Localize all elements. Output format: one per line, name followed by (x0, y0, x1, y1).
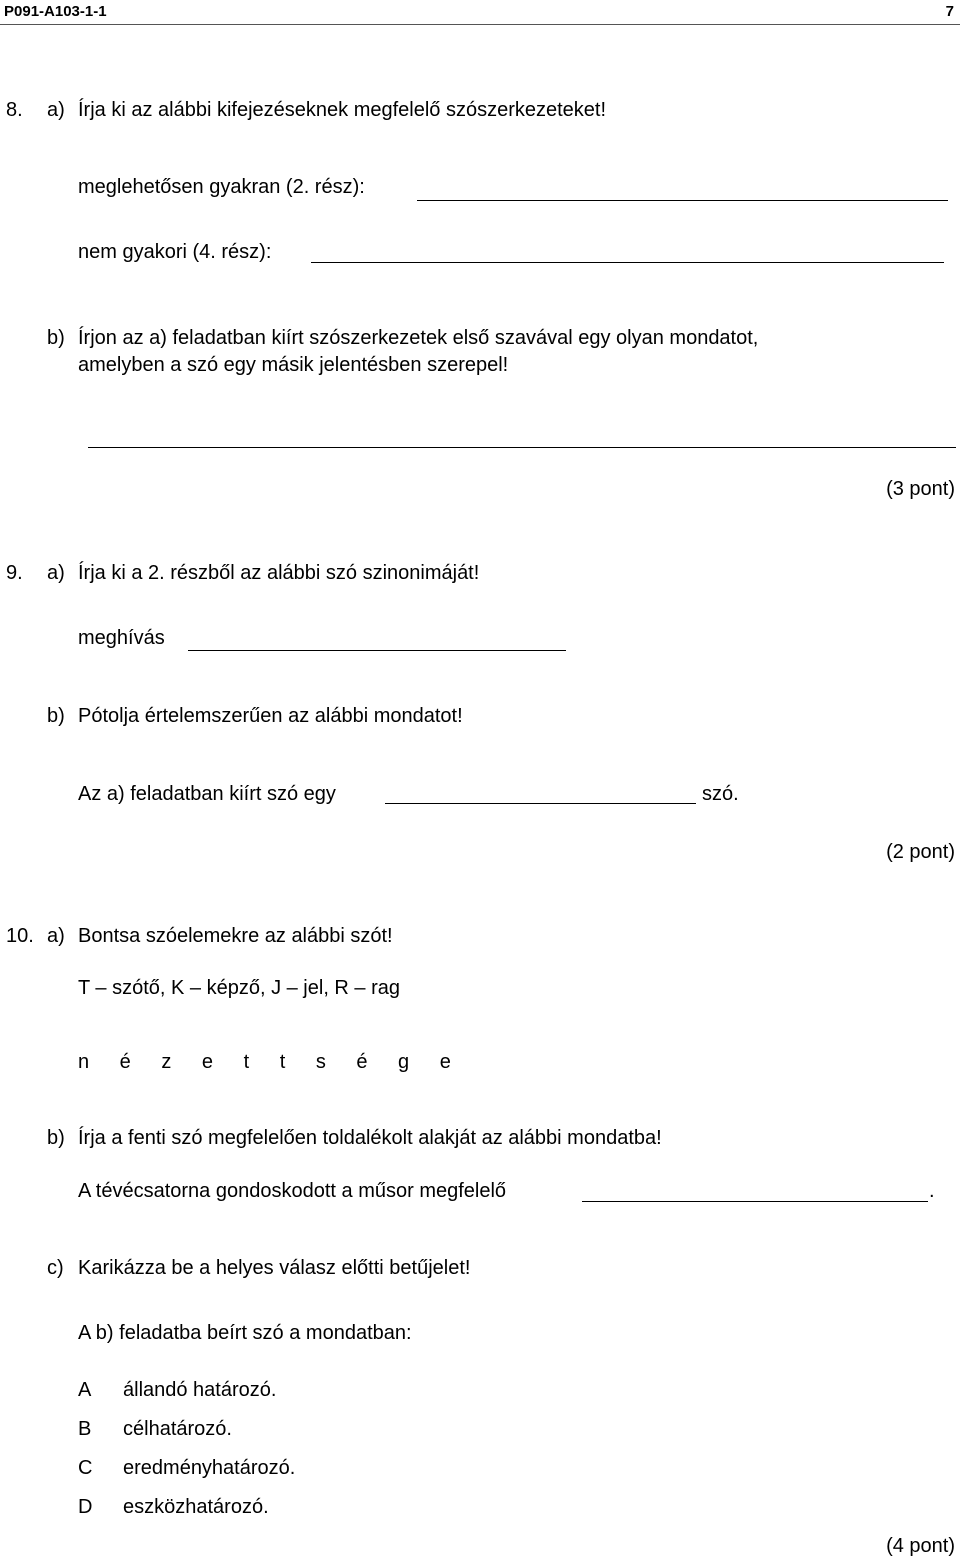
q8-a-marker: a) (47, 99, 65, 121)
page-number: 7 (945, 3, 954, 20)
q9-sentence-end: szó. (702, 783, 739, 805)
q9-a-marker: a) (47, 562, 65, 584)
q8-answer-line-2[interactable] (311, 262, 944, 263)
q8-line2-label: nem gyakori (4. rész): (78, 241, 272, 263)
q10-c-marker: c) (47, 1257, 64, 1279)
q8-b-instruction-line2: amelyben a szó egy másik jelentésben szerepel! (78, 354, 509, 376)
q10-c-instruction: Karikázza be a helyes válasz előtti betűjelet! (78, 1257, 471, 1279)
q10-b-marker: b) (47, 1127, 65, 1149)
q10-c-prompt: A b) feladatba beírt szó a mondatban: (78, 1322, 412, 1344)
q10-answer-line[interactable] (582, 1201, 928, 1202)
q10-b-instruction: Írja a fenti szó megfelelően toldalékolt alakját az alábbi mondatba! (78, 1127, 662, 1149)
q9-word: meghívás (78, 627, 165, 649)
q10-b-sentence-end: . (929, 1180, 935, 1202)
option-a-letter[interactable]: A (78, 1379, 92, 1401)
q9-sentence-start: Az a) feladatban kiírt szó egy (78, 783, 336, 805)
option-a-text: állandó határozó. (123, 1379, 277, 1401)
q10-legend: T – szótő, K – képző, J – jel, R – rag (78, 977, 401, 999)
q8-b-instruction-line1: Írjon az a) feladatban kiírt szószerkezetek első szavával egy olyan mondatot, (78, 327, 759, 349)
q10-points: (4 pont) (886, 1535, 955, 1557)
q10-word-letters: n é z e t t s é g e (78, 1051, 464, 1073)
q10-a-instruction: Bontsa szóelemekre az alábbi szót! (78, 925, 393, 947)
option-b-text: célhatározó. (123, 1418, 232, 1440)
document-code: P091-A103-1-1 (4, 3, 107, 20)
q8-answer-line-1[interactable] (417, 200, 948, 201)
q8-answer-line-3[interactable] (88, 447, 956, 448)
option-c-text: eredményhatározó. (123, 1457, 296, 1479)
option-d-letter[interactable]: D (78, 1496, 93, 1518)
q8-a-instruction: Írja ki az alábbi kifejezéseknek megfelelő szószerkezeteket! (78, 99, 607, 121)
q10-number: 10. (6, 925, 34, 947)
option-c-letter[interactable]: C (78, 1457, 93, 1479)
q9-answer-line-1[interactable] (188, 650, 566, 651)
q9-answer-line-2[interactable] (385, 803, 696, 804)
q9-b-marker: b) (47, 705, 65, 727)
q8-points: (3 pont) (886, 478, 955, 500)
q9-b-instruction: Pótolja értelemszerűen az alábbi mondatot! (78, 705, 463, 727)
header-divider (0, 24, 960, 25)
q8-b-marker: b) (47, 327, 65, 349)
q8-line1-label: meglehetősen gyakran (2. rész): (78, 176, 365, 198)
q8-number: 8. (6, 99, 23, 121)
q10-b-sentence: A tévécsatorna gondoskodott a műsor megfelelő (78, 1180, 507, 1202)
q9-a-instruction: Írja ki a 2. részből az alábbi szó szinonimáját! (78, 562, 480, 584)
q10-a-marker: a) (47, 925, 65, 947)
option-b-letter[interactable]: B (78, 1418, 92, 1440)
option-d-text: eszközhatározó. (123, 1496, 269, 1518)
q9-points: (2 pont) (886, 841, 955, 863)
q9-number: 9. (6, 562, 23, 584)
